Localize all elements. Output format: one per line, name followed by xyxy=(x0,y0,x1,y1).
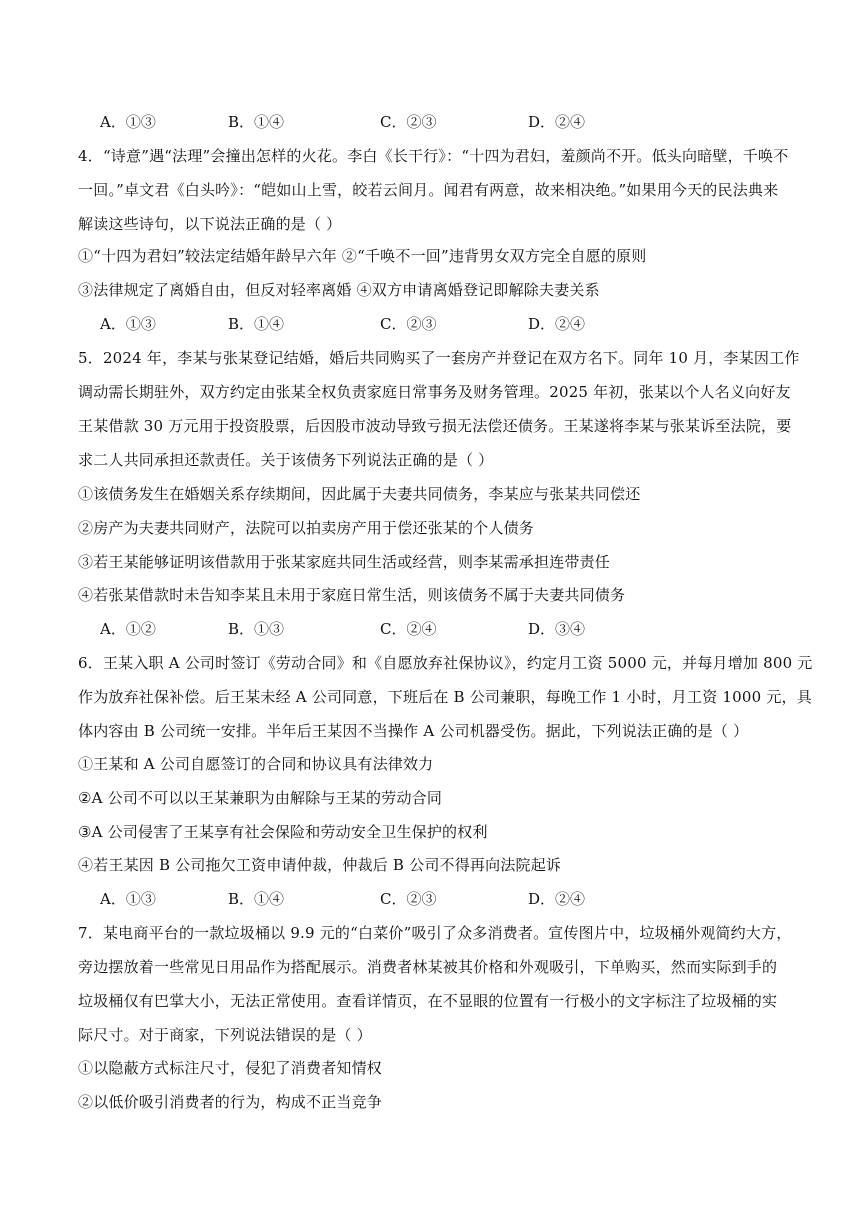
q5-statement-1: ①该债务发生在婚姻关系存续期间，因此属于夫妻共同债务，李某应与张某共同偿还 xyxy=(78,485,641,503)
q4-options xyxy=(100,314,780,334)
q4-option-d[interactable]: D．②④ xyxy=(528,315,586,333)
q6-statement-4: ④若王某因 B 公司拖欠工资申请仲裁，仲裁后 B 公司不得再向法院起诉 xyxy=(78,856,562,874)
q5-option-b[interactable]: B．①③ xyxy=(228,620,285,638)
q5-option-d[interactable]: D．③④ xyxy=(528,620,586,638)
q6-stem-line-1: 6．王某入职 A 公司时签订《劳动合同》和《自愿放弃社保协议》，约定月工资 5000 元，并每月增加 800 元 xyxy=(78,654,813,672)
q5-stem-line-2: 调动需长期驻外，双方约定由张某全权负责家庭日常事务及财务管理。2025 年初，张某以个人名义向好友 xyxy=(78,383,791,401)
q5-option-a[interactable]: A．①② xyxy=(100,620,156,638)
q6-option-b[interactable]: B．①④ xyxy=(228,890,285,908)
q4-stem-line-3: 解读这些诗句，以下说法正确的是（ ） xyxy=(78,215,342,233)
q7-stem-line-4: 际尺寸。对于商家，下列说法错误的是（ ） xyxy=(78,1026,372,1044)
q6-stem-line-2: 作为放弃社保补偿。后王某未经 A 公司同意，下班后在 B 公司兼职，每晚工作 1 小时，月工资 1000 元，具 xyxy=(78,688,812,706)
q7-stem-line-2: 旁边摆放着一些常见日用品作为搭配展示。消费者林某被其价格和外观吸引，下单购买，然而实际到手的 xyxy=(78,958,778,976)
q6-statement-3: ③A 公司侵害了王某享有社会保险和劳动安全卫生保护的权利 xyxy=(78,823,488,841)
q3-option-d[interactable]: D．②④ xyxy=(528,113,586,131)
q4-stem-line-1: 4．“诗意”遇“法理”会撞出怎样的火花。李白《长干行》：“十四为君妇，羞颜尚不开。低头向暗壁，千唤不 xyxy=(78,147,789,165)
q5-statement-3: ③若王某能够证明该借款用于张某家庭共同生活或经营，则李某需承担连带责任 xyxy=(78,553,611,571)
q3-option-b[interactable]: B．①④ xyxy=(228,113,285,131)
q6-option-c[interactable]: C．②③ xyxy=(380,890,437,908)
q4-option-c[interactable]: C．②③ xyxy=(380,315,437,333)
q7-stem-line-1: 7．某电商平台的一款垃圾桶以 9.9 元的“白菜价”吸引了众多消费者。宣传图片中，垃圾桶外观简约大方， xyxy=(78,924,792,942)
q4-option-b[interactable]: B．①④ xyxy=(228,315,285,333)
q5-stem-line-4: 求二人共同承担还款责任。关于该债务下列说法正确的是（ ） xyxy=(78,451,494,469)
q6-statement-2: ②A 公司不可以以王某兼职为由解除与王某的劳动合同 xyxy=(78,789,443,807)
q4-stem-line-2: 一回。”卓文君《白头吟》：“皑如山上雪，皎若云间月。闻君有两意，故来相决绝。”如果用今天的民法典来 xyxy=(78,181,779,199)
q5-stem-line-3: 王某借款 30 万元用于投资股票，后因股市波动导致亏损无法偿还债务。王某遂将李某与张某诉至法院，要 xyxy=(78,417,792,435)
q7-stem-line-3: 垃圾桶仅有巴掌大小，无法正常使用。查看详情页，在不显眼的位置有一行极小的文字标注了垃圾桶的实 xyxy=(78,992,778,1010)
q4-statement-3-4: ③法律规定了离婚自由，但反对轻率离婚 ④双方申请离婚登记即解除夫妻关系 xyxy=(78,281,600,299)
q4-option-a[interactable]: A．①③ xyxy=(100,315,156,333)
q6-options xyxy=(100,889,780,909)
q5-statement-4: ④若张某借款时未告知李某且未用于家庭日常生活，则该债务不属于夫妻共同债务 xyxy=(78,586,626,604)
q3-option-a[interactable]: A．①③ xyxy=(100,113,156,131)
q5-stem-line-1: 5．2024 年，李某与张某登记结婚，婚后共同购买了一套房产并登记在双方名下。同年 10 月，李某因工作 xyxy=(78,349,800,367)
q5-option-c[interactable]: C．②④ xyxy=(380,620,437,638)
q6-option-d[interactable]: D．②④ xyxy=(528,890,586,908)
q6-statement-1: ①王某和 A 公司自愿签订的合同和协议具有法律效力 xyxy=(78,755,434,773)
q6-option-a[interactable]: A．①③ xyxy=(100,890,156,908)
q5-statement-2: ②房产为夫妻共同财产，法院可以拍卖房产用于偿还张某的个人债务 xyxy=(78,519,535,537)
q5-options xyxy=(100,619,780,639)
q7-statement-2: ②以低价吸引消费者的行为，构成不正当竞争 xyxy=(78,1093,383,1111)
q6-stem-line-3: 体内容由 B 公司统一安排。半年后王某因不当操作 A 公司机器受伤。据此，下列说法正确的是（ ） xyxy=(78,722,749,740)
q7-statement-1: ①以隐蔽方式标注尺寸，侵犯了消费者知情权 xyxy=(78,1059,383,1077)
q3-options xyxy=(100,112,780,132)
q3-option-c[interactable]: C．②③ xyxy=(380,113,437,131)
q4-statement-1-2: ①“十四为君妇”较法定结婚年龄早六年 ②“千唤不一回”违背男女双方完全自愿的原则 xyxy=(78,247,647,265)
